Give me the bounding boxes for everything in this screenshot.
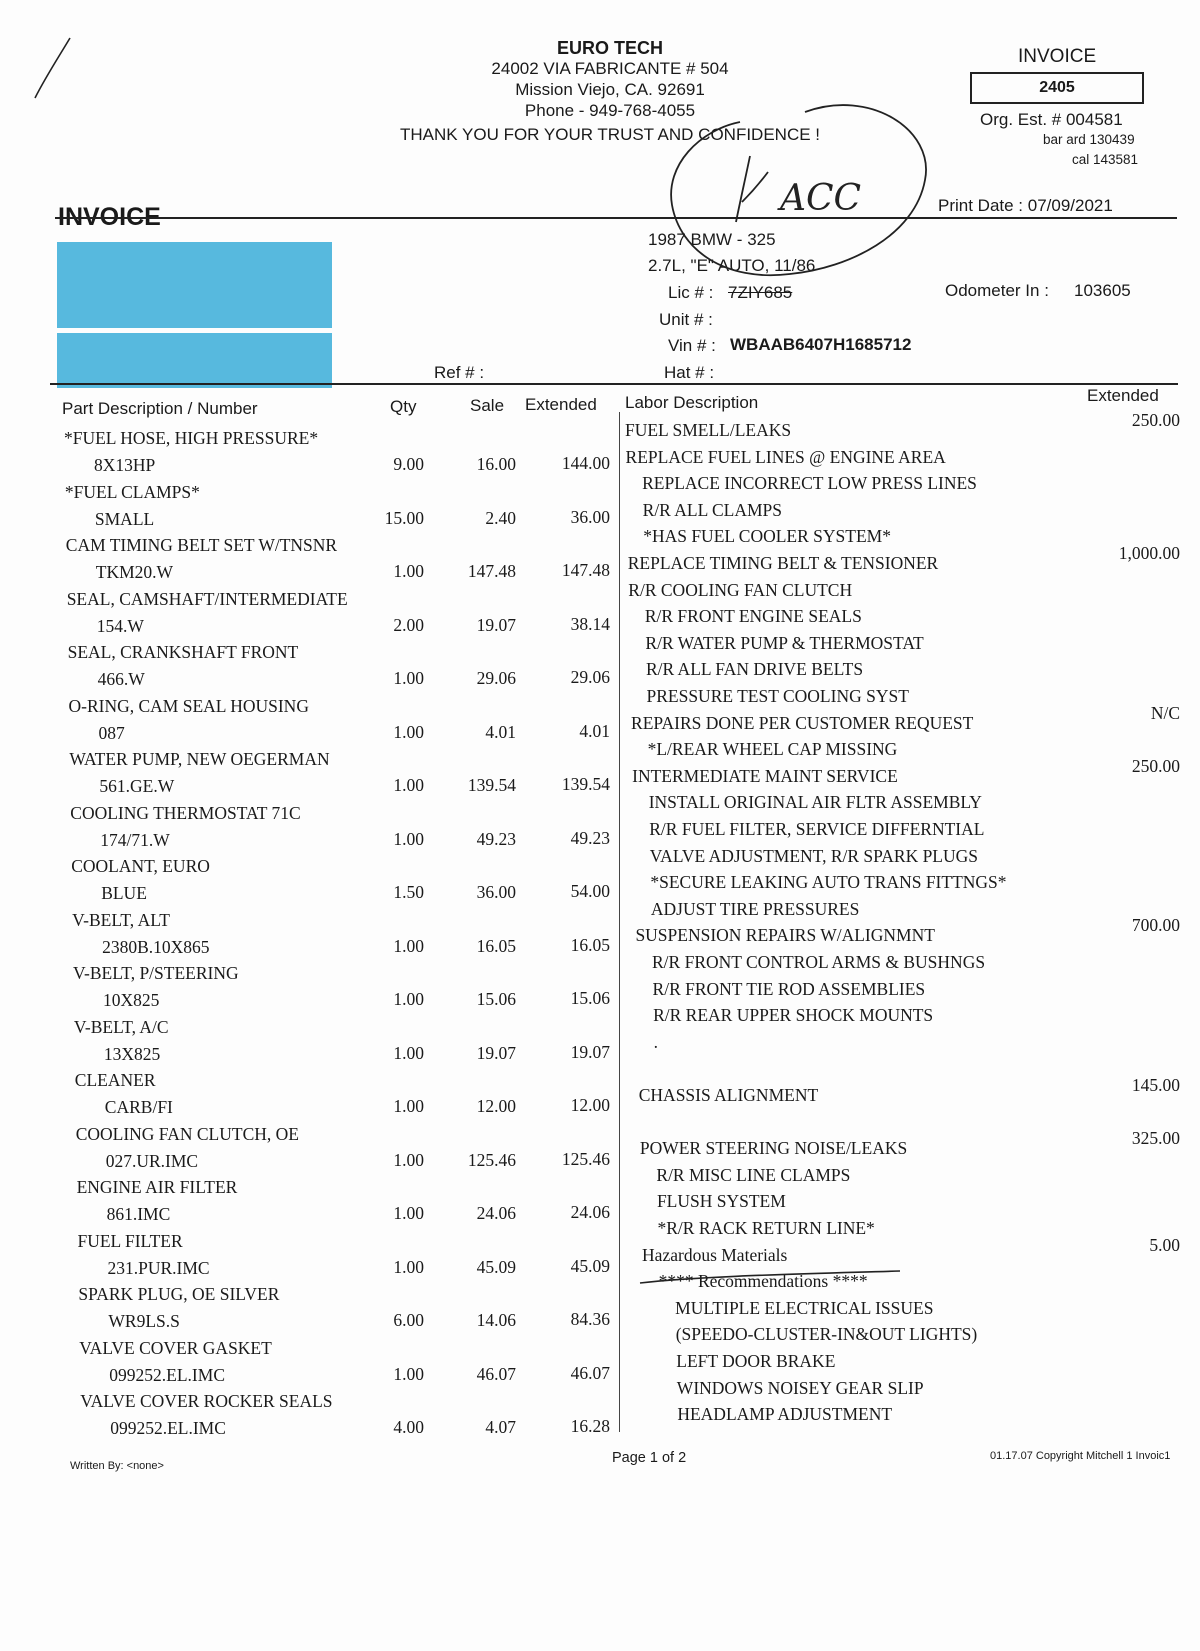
part-extended: 46.07 <box>570 1362 610 1383</box>
labor-line: R/R MISC LINE CLAMPS <box>656 1164 851 1185</box>
labor-line: REPLACE INCORRECT LOW PRESS LINES <box>642 473 977 494</box>
invoice-number-box: 2405 <box>970 72 1144 104</box>
part-number: CARB/FI <box>104 1097 173 1117</box>
part-qty: 1.00 <box>393 1256 424 1277</box>
part-sale: 19.07 <box>476 1042 516 1063</box>
vehicle-model: 1987 BMW - 325 <box>648 230 776 249</box>
part-qty: 9.00 <box>393 454 424 474</box>
labor-amount: 145.00 <box>1131 1075 1180 1095</box>
hat-label: Hat # : <box>664 363 715 382</box>
part-qty: 1.00 <box>393 1363 424 1384</box>
part-sale: 45.09 <box>476 1256 516 1277</box>
part-number: 2380B.10X865 <box>102 936 210 957</box>
labor-amount: 250.00 <box>1131 755 1180 776</box>
labor-line: INSTALL ORIGINAL AIR FLTR ASSEMBLY <box>648 792 982 813</box>
thank-you-line: THANK YOU FOR YOUR TRUST AND CONFIDENCE ! <box>399 125 821 144</box>
part-description: WATER PUMP, NEW OEGERMAN <box>69 749 330 769</box>
part-extended: 54.00 <box>570 881 610 901</box>
part-extended: 45.09 <box>570 1255 610 1276</box>
part-number: 174/71.W <box>100 829 170 850</box>
part-sale: 16.05 <box>476 935 516 956</box>
part-description: SPARK PLUG, OE SILVER <box>78 1284 280 1304</box>
col-labor-description: Labor Description <box>625 393 759 412</box>
column-separator <box>619 412 620 1432</box>
col-qty: Qty <box>390 397 417 416</box>
part-number: 8X13HP <box>94 455 156 475</box>
part-qty: 4.00 <box>393 1417 424 1437</box>
part-extended: 125.46 <box>561 1148 610 1169</box>
header-rule <box>55 217 1177 219</box>
part-number: 861.IMC <box>106 1204 171 1224</box>
part-qty: 1.00 <box>393 561 424 581</box>
labor-line: INTERMEDIATE MAINT SERVICE <box>632 765 898 786</box>
labor-line: CHASSIS ALIGNMENT <box>638 1085 819 1105</box>
labor-line: WINDOWS NOISEY GEAR SLIP <box>676 1377 924 1398</box>
part-number: 466.W <box>97 669 145 689</box>
labor-line: *L/REAR WHEEL CAP MISSING <box>647 739 898 760</box>
part-number: BLUE <box>101 883 147 903</box>
labor-line: VALVE ADJUSTMENT, R/R SPARK PLUGS <box>649 845 979 866</box>
labor-line: *R/R RACK RETURN LINE* <box>657 1218 875 1238</box>
part-sale: 12.00 <box>476 1096 516 1116</box>
part-extended: 16.28 <box>570 1416 610 1436</box>
labor-line: *HAS FUEL COOLER SYSTEM* <box>643 526 891 547</box>
labor-line: FUEL SMELL/LEAKS <box>625 420 792 440</box>
part-sale: 49.23 <box>476 828 516 849</box>
org-estimate: Org. Est. # 004581 <box>980 110 1123 129</box>
part-extended: 144.00 <box>561 453 610 473</box>
part-qty: 6.00 <box>393 1310 424 1330</box>
part-sale: 4.01 <box>485 721 516 742</box>
part-sale: 2.40 <box>485 507 516 528</box>
labor-amount: N/C <box>1150 702 1180 723</box>
part-qty: 1.00 <box>393 1149 424 1170</box>
pen-a-stroke <box>736 156 768 222</box>
part-description: FUEL FILTER <box>77 1230 183 1251</box>
part-qty: 1.00 <box>393 828 424 849</box>
part-sale: 16.00 <box>476 454 516 474</box>
part-number: 561.GE.W <box>99 776 175 796</box>
labor-line: REPLACE FUEL LINES @ ENGINE AREA <box>625 446 946 467</box>
part-description: CAM TIMING BELT SET W/TNSNR <box>65 535 338 555</box>
part-qty: 2.00 <box>393 614 424 635</box>
part-description: V-BELT, ALT <box>72 909 170 930</box>
part-sale: 46.07 <box>476 1363 516 1384</box>
part-extended: 24.06 <box>570 1202 610 1222</box>
unit-label: Unit # : <box>659 310 713 329</box>
labor-line: HEADLAMP ADJUSTMENT <box>677 1404 893 1425</box>
part-description: VALVE COVER GASKET <box>79 1337 272 1358</box>
part-description: SEAL, CAMSHAFT/INTERMEDIATE <box>66 588 348 609</box>
part-sale: 36.00 <box>476 882 516 902</box>
part-extended: 147.48 <box>561 560 610 580</box>
part-qty: 1.00 <box>393 668 424 688</box>
vehicle-engine: 2.7L, "E" AUTO, 11/86 <box>648 256 816 275</box>
labor-line: FLUSH SYSTEM <box>656 1191 786 1212</box>
labor-line: Hazardous Materials <box>642 1244 788 1265</box>
part-qty: 1.50 <box>393 882 424 902</box>
labor-amount: 325.00 <box>1131 1128 1180 1149</box>
labor-amount: 1,000.00 <box>1118 543 1180 563</box>
license-label: Lic # : <box>668 283 714 302</box>
part-description: V-BELT, A/C <box>73 1016 169 1037</box>
redacted-customer-info <box>57 242 332 328</box>
part-extended: 38.14 <box>570 613 610 634</box>
part-description: ENGINE AIR FILTER <box>76 1177 238 1197</box>
vin-value: WBAAB6407H1685712 <box>730 335 912 354</box>
part-extended: 19.07 <box>570 1041 610 1062</box>
labor-line: R/R FRONT CONTROL ARMS & BUSHNGS <box>652 952 986 972</box>
part-number: 087 <box>98 722 125 743</box>
part-sale: 29.06 <box>476 668 516 688</box>
labor-line: POWER STEERING NOISE/LEAKS <box>639 1138 908 1159</box>
labor-line: R/R ALL FAN DRIVE BELTS <box>645 659 864 680</box>
part-description: O-RING, CAM SEAL HOUSING <box>68 695 309 716</box>
page-number: Page 1 of 2 <box>612 1450 687 1466</box>
shop-phone: Phone - 949-768-4055 <box>524 101 696 120</box>
labor-line: R/R REAR UPPER SHOCK MOUNTS <box>653 1005 934 1026</box>
part-description: SEAL, CRANKSHAFT FRONT <box>67 642 299 662</box>
col-extended: Extended <box>525 395 597 414</box>
labor-amount: 5.00 <box>1149 1234 1180 1255</box>
part-number: 10X825 <box>103 990 160 1010</box>
part-description: *FUEL HOSE, HIGH PRESSURE* <box>64 428 319 448</box>
shop-city: Mission Viejo, CA. 92691 <box>515 80 705 99</box>
part-qty: 1.00 <box>393 1096 424 1116</box>
part-description: *FUEL CLAMPS* <box>64 481 200 502</box>
part-number: WR9LS.S <box>108 1311 180 1331</box>
part-description: COOLING THERMOSTAT 71C <box>70 802 301 823</box>
part-number: 231.PUR.IMC <box>107 1257 210 1278</box>
part-qty: 15.00 <box>384 507 424 528</box>
part-number: TKM20.W <box>95 562 174 582</box>
part-qty: 1.00 <box>393 935 424 956</box>
ref-label: Ref # : <box>434 363 485 382</box>
part-sale: 19.07 <box>476 614 516 635</box>
labor-line: R/R WATER PUMP & THERMOSTAT <box>645 632 924 653</box>
labor-line: REPLACE TIMING BELT & TENSIONER <box>627 553 939 573</box>
labor-line: R/R FRONT ENGINE SEALS <box>644 606 862 627</box>
labor-line: ADJUST TIRE PRESSURES <box>650 898 860 919</box>
part-sale: 125.46 <box>467 1149 516 1170</box>
labor-line: SUSPENSION REPAIRS W/ALIGNMNT <box>635 925 935 946</box>
odometer-value: 103605 <box>1074 281 1131 300</box>
part-description: VALVE COVER ROCKER SEALS <box>80 1391 333 1411</box>
part-description: COOLANT, EURO <box>71 856 210 876</box>
document-title: INVOICE <box>58 203 161 231</box>
part-qty: 1.00 <box>393 1042 424 1063</box>
part-extended: 16.05 <box>570 934 610 955</box>
labor-line: **** Recommendations **** <box>658 1271 868 1292</box>
part-number: 13X825 <box>103 1043 161 1064</box>
labor-line: PRESSURE TEST COOLING SYST <box>646 686 909 706</box>
part-qty: 1.00 <box>393 721 424 742</box>
shop-address: 24002 VIA FABRICANTE # 504 <box>491 59 729 78</box>
bar-number: bar ard 130439 <box>1043 132 1135 147</box>
labor-amount: 700.00 <box>1131 915 1180 936</box>
written-by: Written By: <none> <box>70 1460 164 1472</box>
col-part-description: Part Description / Number <box>62 399 258 418</box>
part-extended: 84.36 <box>570 1309 610 1329</box>
copyright: 01.17.07 Copyright Mitchell 1 Invoic1 <box>990 1450 1171 1462</box>
col-labor-extended: Extended <box>1087 386 1159 405</box>
labor-line: R/R COOLING FAN CLUTCH <box>628 579 853 600</box>
part-number: 099252.EL.IMC <box>110 1418 226 1438</box>
labor-line: (SPEEDO-CLUSTER-IN&OUT LIGHTS) <box>675 1324 978 1345</box>
labor-line: *SECURE LEAKING AUTO TRANS FITTNGS* <box>650 872 1007 893</box>
part-qty: 1.00 <box>393 1203 424 1223</box>
part-number: SMALL <box>94 508 155 529</box>
part-sale: 139.54 <box>467 775 516 795</box>
part-description: CLEANER <box>74 1070 156 1090</box>
part-sale: 14.06 <box>476 1310 516 1330</box>
part-description: V-BELT, P/STEERING <box>73 963 239 983</box>
part-number: 099252.EL.IMC <box>109 1364 225 1385</box>
license-value: 7ZIY685 <box>728 283 793 302</box>
part-extended: 36.00 <box>570 506 610 527</box>
part-number: 154.W <box>96 615 144 636</box>
part-qty: 1.00 <box>393 989 424 1009</box>
column-header-rule <box>50 383 1178 385</box>
part-number: 027.UR.IMC <box>105 1150 199 1171</box>
cal-number: cal 143581 <box>1072 152 1139 167</box>
labor-line: . <box>653 1031 659 1052</box>
part-extended: 12.00 <box>570 1095 610 1115</box>
invoice-label: INVOICE <box>1018 46 1097 67</box>
part-sale: 147.48 <box>467 561 516 581</box>
part-extended: 29.06 <box>570 667 610 687</box>
part-sale: 15.06 <box>476 989 516 1009</box>
print-date: Print Date : 07/09/2021 <box>938 196 1113 215</box>
handwritten-note: ACC <box>780 178 862 219</box>
shop-name: EURO TECH <box>556 38 663 58</box>
part-sale: 4.07 <box>485 1417 516 1437</box>
vin-label: Vin # : <box>668 336 716 355</box>
labor-line: R/R FUEL FILTER, SERVICE DIFFERNTIAL <box>649 819 985 839</box>
part-extended: 139.54 <box>561 774 610 794</box>
part-description: COOLING FAN CLUTCH, OE <box>75 1123 299 1144</box>
part-sale: 24.06 <box>476 1203 516 1223</box>
pen-tick-mark <box>35 38 70 98</box>
labor-line: R/R ALL CLAMPS <box>642 499 783 520</box>
col-sale: Sale <box>470 396 505 415</box>
labor-line: LEFT DOOR BRAKE <box>676 1351 836 1371</box>
part-extended: 4.01 <box>579 720 610 741</box>
labor-line: R/R FRONT TIE ROD ASSEMBLIES <box>652 978 926 999</box>
part-qty: 1.00 <box>393 775 424 795</box>
labor-line: REPAIRS DONE PER CUSTOMER REQUEST <box>631 712 974 733</box>
part-extended: 15.06 <box>570 988 610 1008</box>
redacted-customer-info-2 <box>57 333 332 388</box>
labor-line: MULTIPLE ELECTRICAL ISSUES <box>675 1297 934 1318</box>
odometer-label: Odometer In : <box>945 281 1049 300</box>
labor-amount: 250.00 <box>1131 410 1180 430</box>
part-extended: 49.23 <box>570 827 610 848</box>
